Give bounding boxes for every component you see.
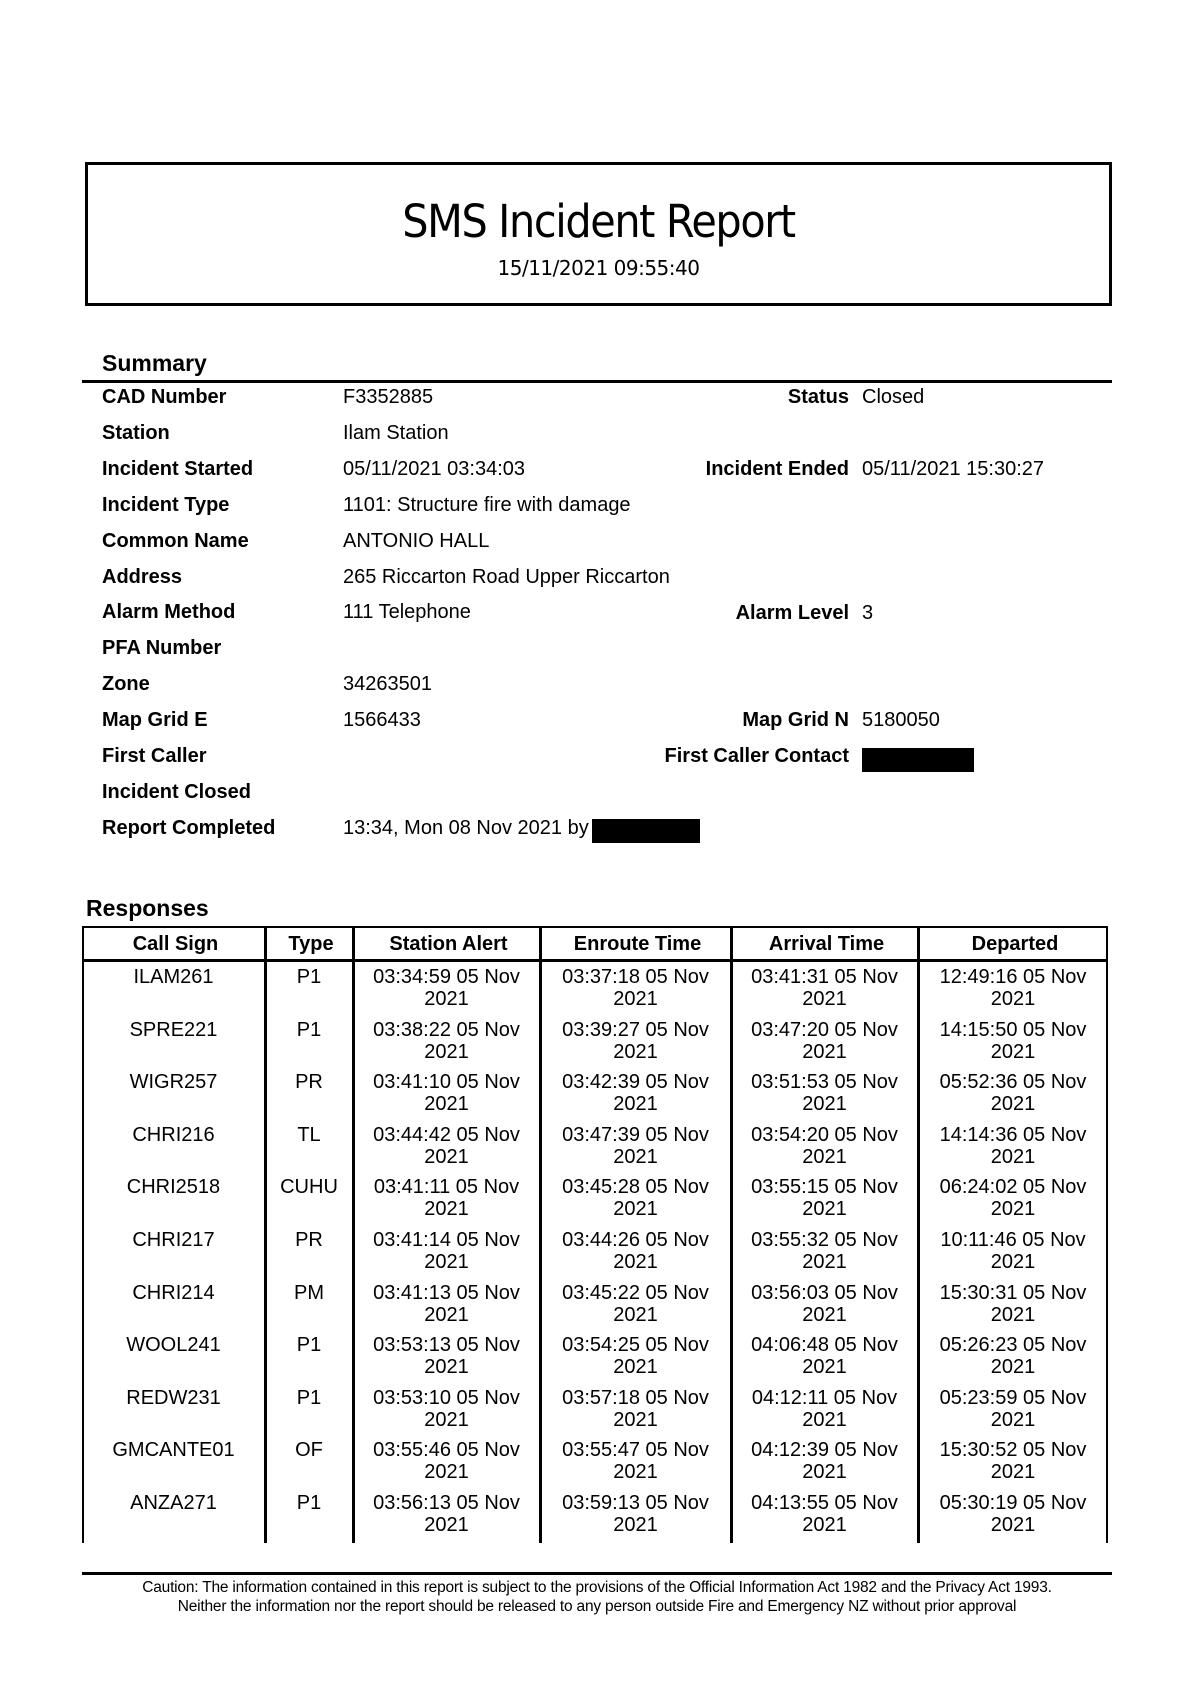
cell-call-sign — [82, 1387, 265, 1409]
cell-line: 2021 — [613, 1251, 658, 1273]
cell-line: 03:45:28 05 Nov — [562, 1176, 709, 1198]
cell-type — [265, 1282, 353, 1304]
cell-line: 2021 — [613, 1146, 658, 1168]
cell-line: 04:06:48 05 Nov — [751, 1334, 898, 1356]
cell-text: CUHU — [280, 1176, 338, 1198]
cell-line: 2021 — [424, 1198, 469, 1220]
zone-label: Zone — [102, 673, 150, 695]
cell-line: 06:24:02 05 Nov — [939, 1176, 1087, 1198]
cell-line: 2021 — [990, 1198, 1036, 1220]
cell-line: 2021 — [990, 1514, 1036, 1536]
cell-line: 03:56:03 05 Nov — [751, 1282, 898, 1304]
cell-station-alert — [353, 1229, 540, 1273]
cell-line: 03:53:13 05 Nov — [373, 1334, 520, 1356]
cell-call-sign — [82, 1229, 265, 1251]
cell-line: 03:41:11 05 Nov — [373, 1176, 520, 1198]
cell-line: 15:30:31 05 Nov — [939, 1282, 1087, 1304]
cell-line: 03:59:13 05 Nov — [562, 1492, 709, 1514]
map-grid-e-value: 1566433 — [343, 709, 421, 731]
incident-ended-value: 05/11/2021 15:30:27 — [862, 458, 1045, 480]
cell-enroute — [540, 1124, 731, 1168]
cell-arrival — [731, 1492, 918, 1536]
report-completed-by-redaction — [592, 819, 700, 843]
pfa-number-label: PFA Number — [102, 637, 222, 659]
cell-call-sign — [82, 1019, 265, 1041]
cell-line: 03:41:13 05 Nov — [373, 1282, 520, 1304]
address-label: Address — [102, 566, 183, 588]
cell-departed — [918, 1019, 1108, 1063]
cell-enroute — [540, 1334, 731, 1378]
cell-call-sign — [82, 1492, 265, 1514]
cell-line: 2021 — [613, 1461, 658, 1483]
cell-call-sign — [82, 1439, 265, 1461]
cell-departed — [918, 966, 1108, 1010]
cell-enroute — [540, 1492, 731, 1536]
cell-line: 2021 — [802, 1251, 847, 1273]
cell-type — [265, 1071, 353, 1093]
cell-text: P1 — [296, 1334, 322, 1356]
cell-call-sign — [82, 1071, 265, 1093]
cell-text: WIGR257 — [129, 1071, 218, 1093]
cell-station-alert — [353, 1124, 540, 1168]
cell-line: 05:26:23 05 Nov — [939, 1334, 1087, 1356]
cell-arrival — [731, 1176, 918, 1220]
cell-arrival — [731, 1334, 918, 1378]
first-caller-contact-label: First Caller Contact — [664, 745, 849, 767]
cell-departed — [918, 1229, 1108, 1273]
cell-text: ANZA271 — [130, 1492, 217, 1514]
cell-call-sign — [82, 1124, 265, 1146]
incident-started-value: 05/11/2021 03:34:03 — [343, 458, 526, 480]
cell-line: 2021 — [990, 1146, 1036, 1168]
cell-line: 04:13:55 05 Nov — [751, 1492, 898, 1514]
cell-line: 05:30:19 05 Nov — [939, 1492, 1087, 1514]
cell-line: 2021 — [424, 1461, 469, 1483]
column-header-enroute-time: Enroute Time — [573, 933, 702, 955]
incident-closed-label: Incident Closed — [102, 781, 251, 803]
cell-line: 2021 — [802, 1409, 847, 1431]
cell-line: 03:38:22 05 Nov — [373, 1019, 520, 1041]
cell-text: PR — [295, 1229, 323, 1251]
cell-text: PR — [295, 1071, 323, 1093]
alarm-level-value: 3 — [862, 602, 874, 624]
column-divider — [730, 962, 733, 1543]
cell-line: 2021 — [802, 1304, 847, 1326]
cell-line: 2021 — [802, 1461, 847, 1483]
cell-line: 2021 — [424, 1146, 469, 1168]
cell-text: PM — [294, 1282, 324, 1304]
zone-value: 34263501 — [343, 673, 432, 695]
station-label: Station — [102, 422, 170, 444]
cell-arrival — [731, 1439, 918, 1483]
cell-line: 2021 — [613, 1041, 658, 1063]
alarm-level-label: Alarm Level — [735, 602, 849, 624]
cell-enroute — [540, 1071, 731, 1115]
cell-line: 03:39:27 05 Nov — [562, 1019, 709, 1041]
cell-departed — [918, 1176, 1108, 1220]
cell-departed — [918, 1124, 1108, 1168]
cell-line: 10:11:46 05 Nov — [940, 1229, 1086, 1251]
cell-line: 03:34:59 05 Nov — [373, 966, 520, 988]
cell-line: 2021 — [802, 1198, 847, 1220]
cell-line: 03:47:39 05 Nov — [562, 1124, 709, 1146]
cell-departed — [918, 1071, 1108, 1115]
cell-line: 03:41:31 05 Nov — [751, 966, 898, 988]
cell-text: SPRE221 — [129, 1019, 218, 1041]
cell-line: 2021 — [613, 1514, 658, 1536]
caution-footer — [82, 1578, 1112, 1616]
cell-line: 03:37:18 05 Nov — [562, 966, 709, 988]
cell-arrival — [731, 1282, 918, 1326]
cell-line: 12:49:16 05 Nov — [939, 966, 1087, 988]
cell-text: CHRI216 — [132, 1124, 215, 1146]
cell-text: P1 — [296, 1492, 322, 1514]
address-value: 265 Riccarton Road Upper Riccarton — [343, 566, 670, 588]
cell-arrival — [731, 1124, 918, 1168]
cad-number-value: F3352885 — [343, 386, 434, 408]
cell-station-alert — [353, 1176, 540, 1220]
cell-line: 04:12:11 05 Nov — [751, 1387, 898, 1409]
cell-line: 03:41:10 05 Nov — [373, 1071, 520, 1093]
status-label: Status — [787, 386, 849, 408]
cell-text: ILAM261 — [133, 966, 214, 988]
column-divider — [1106, 962, 1108, 1543]
cell-call-sign — [82, 1334, 265, 1356]
cell-line: 2021 — [424, 1304, 469, 1326]
report-generated-timestamp: 15/11/2021 09:55:40 — [497, 256, 700, 280]
cell-type — [265, 1124, 353, 1146]
status-value: Closed — [862, 386, 925, 408]
cell-line: 03:55:47 05 Nov — [562, 1439, 709, 1461]
cell-text: TL — [297, 1124, 321, 1146]
cell-call-sign — [82, 966, 265, 988]
column-header-arrival-time: Arrival Time — [768, 933, 885, 955]
cell-arrival — [731, 966, 918, 1010]
cell-enroute — [540, 1439, 731, 1483]
cell-line: 03:57:18 05 Nov — [562, 1387, 709, 1409]
map-grid-n-label: Map Grid N — [742, 709, 849, 731]
column-header-type: Type — [288, 933, 334, 955]
header-column-divider — [917, 926, 920, 962]
cell-line: 2021 — [990, 1356, 1036, 1378]
cell-line: 03:55:15 05 Nov — [751, 1176, 898, 1198]
cell-call-sign — [82, 1176, 265, 1198]
cell-type — [265, 1176, 353, 1198]
cell-line: 2021 — [990, 1093, 1036, 1115]
cell-station-alert — [353, 1439, 540, 1483]
cad-number-label: CAD Number — [102, 386, 227, 408]
cell-enroute — [540, 1229, 731, 1273]
common-name-label: Common Name — [102, 530, 249, 552]
responses-table-header — [82, 926, 1108, 962]
cell-call-sign — [82, 1282, 265, 1304]
cell-text: CHRI2518 — [126, 1176, 221, 1198]
cell-line: 03:44:42 05 Nov — [373, 1124, 520, 1146]
cell-arrival — [731, 1229, 918, 1273]
cell-line: 03:45:22 05 Nov — [562, 1282, 709, 1304]
cell-line: 03:54:25 05 Nov — [562, 1334, 709, 1356]
cell-departed — [918, 1334, 1108, 1378]
cell-departed — [918, 1282, 1108, 1326]
cell-line: 03:47:20 05 Nov — [751, 1019, 898, 1041]
cell-line: 2021 — [613, 1093, 658, 1115]
cell-text: P1 — [296, 1019, 322, 1041]
incident-type-value: 1101: Structure fire with damage — [343, 494, 631, 516]
cell-type — [265, 1334, 353, 1356]
cell-line: 2021 — [802, 1146, 847, 1168]
incident-started-label: Incident Started — [102, 458, 254, 480]
cell-line: 04:12:39 05 Nov — [751, 1439, 898, 1461]
report-title-box — [85, 162, 1112, 306]
cell-line: 2021 — [990, 1461, 1036, 1483]
cell-line: 2021 — [613, 988, 658, 1010]
header-column-divider — [730, 926, 733, 962]
cell-line: 2021 — [424, 988, 469, 1010]
cell-line: 2021 — [613, 1198, 658, 1220]
header-column-divider — [352, 926, 355, 962]
cell-line: 2021 — [424, 1041, 469, 1063]
cell-text: P1 — [296, 966, 322, 988]
cell-type — [265, 966, 353, 988]
cell-line: 2021 — [802, 1356, 847, 1378]
cell-text: P1 — [296, 1387, 322, 1409]
column-divider — [539, 962, 542, 1543]
cell-text: REDW231 — [126, 1387, 221, 1409]
alarm-method-value: 111 Telephone — [343, 601, 471, 623]
station-value: Ilam Station — [343, 422, 449, 444]
cell-line: 2021 — [424, 1514, 469, 1536]
cell-line: 03:41:14 05 Nov — [373, 1229, 520, 1251]
report-completed-label: Report Completed — [102, 817, 276, 839]
first-caller-contact-redaction — [862, 748, 974, 772]
report-completed-value: 13:34, Mon 08 Nov 2021 by — [343, 817, 589, 839]
cell-enroute — [540, 1282, 731, 1326]
summary-divider — [82, 380, 1112, 383]
cell-arrival — [731, 1019, 918, 1063]
cell-line: 2021 — [424, 1251, 469, 1273]
cell-line: 2021 — [613, 1409, 658, 1431]
cell-line: 2021 — [802, 1041, 847, 1063]
cell-line: 03:53:10 05 Nov — [373, 1387, 520, 1409]
cell-text: OF — [295, 1439, 323, 1461]
cell-enroute — [540, 966, 731, 1010]
cell-departed — [918, 1492, 1108, 1536]
cell-line: 2021 — [990, 1304, 1036, 1326]
cell-arrival — [731, 1387, 918, 1431]
cell-line: 15:30:52 05 Nov — [939, 1439, 1087, 1461]
footer-divider — [82, 1572, 1112, 1575]
incident-type-label: Incident Type — [102, 494, 230, 516]
column-divider — [917, 962, 920, 1543]
cell-text: GMCANTE01 — [112, 1439, 235, 1461]
cell-line: 2021 — [990, 1041, 1036, 1063]
first-caller-label: First Caller — [102, 745, 207, 767]
cell-station-alert — [353, 1282, 540, 1326]
cell-type — [265, 1019, 353, 1041]
caution-line-1: Caution: The information contained in this report is subject to the provisions of the Official Information Act 1982 and the Privacy Act 1993. — [142, 1579, 1052, 1596]
cell-station-alert — [353, 1387, 540, 1431]
cell-arrival — [731, 1071, 918, 1115]
cell-line: 03:51:53 05 Nov — [751, 1071, 898, 1093]
column-header-departed: Departed — [971, 933, 1059, 955]
cell-line: 2021 — [990, 988, 1036, 1010]
cell-line: 2021 — [802, 988, 847, 1010]
incident-ended-label: Incident Ended — [705, 458, 849, 480]
column-header-station-alert: Station Alert — [389, 933, 508, 955]
alarm-method-label: Alarm Method — [102, 601, 236, 623]
common-name-value: ANTONIO HALL — [343, 530, 490, 552]
cell-departed — [918, 1387, 1108, 1431]
cell-type — [265, 1492, 353, 1514]
cell-line: 2021 — [613, 1304, 658, 1326]
cell-line: 2021 — [613, 1356, 658, 1378]
cell-line: 2021 — [802, 1514, 847, 1536]
column-divider — [82, 962, 84, 1543]
cell-text: CHRI217 — [132, 1229, 215, 1251]
cell-enroute — [540, 1019, 731, 1063]
cell-line: 2021 — [802, 1093, 847, 1115]
map-grid-n-value: 5180050 — [862, 709, 940, 731]
cell-line: 03:55:32 05 Nov — [751, 1229, 898, 1251]
cell-station-alert — [353, 1019, 540, 1063]
map-grid-e-label: Map Grid E — [102, 709, 208, 731]
cell-line: 03:44:26 05 Nov — [562, 1229, 709, 1251]
header-column-divider — [539, 926, 542, 962]
cell-station-alert — [353, 966, 540, 1010]
cell-line: 2021 — [990, 1409, 1036, 1431]
cell-departed — [918, 1439, 1108, 1483]
cell-line: 2021 — [424, 1093, 469, 1115]
cell-text: CHRI214 — [132, 1282, 215, 1304]
cell-line: 14:14:36 05 Nov — [939, 1124, 1087, 1146]
cell-station-alert — [353, 1492, 540, 1536]
cell-type — [265, 1439, 353, 1461]
report-title: SMS Incident Report — [402, 195, 795, 248]
cell-line: 14:15:50 05 Nov — [939, 1019, 1087, 1041]
cell-line: 03:54:20 05 Nov — [751, 1124, 898, 1146]
cell-enroute — [540, 1387, 731, 1431]
cell-station-alert — [353, 1071, 540, 1115]
responses-heading: Responses — [86, 895, 209, 921]
caution-line-2: Neither the information nor the report should be released to any person outside Fire and Emergency NZ without prior approval — [177, 1598, 1017, 1615]
column-divider — [352, 962, 355, 1543]
cell-line: 05:23:59 05 Nov — [939, 1387, 1087, 1409]
cell-line: 2021 — [424, 1356, 469, 1378]
cell-line: 03:55:46 05 Nov — [373, 1439, 520, 1461]
cell-line: 03:42:39 05 Nov — [562, 1071, 709, 1093]
column-header-call-sign: Call Sign — [132, 933, 219, 955]
cell-line: 2021 — [990, 1251, 1036, 1273]
cell-text: WOOL241 — [126, 1334, 221, 1356]
summary-heading: Summary — [102, 350, 207, 376]
cell-line: 03:56:13 05 Nov — [373, 1492, 520, 1514]
cell-station-alert — [353, 1334, 540, 1378]
cell-line: 05:52:36 05 Nov — [939, 1071, 1087, 1093]
column-divider — [264, 962, 267, 1543]
cell-line: 2021 — [424, 1409, 469, 1431]
header-column-divider — [264, 926, 267, 962]
cell-type — [265, 1229, 353, 1251]
cell-enroute — [540, 1176, 731, 1220]
cell-type — [265, 1387, 353, 1409]
